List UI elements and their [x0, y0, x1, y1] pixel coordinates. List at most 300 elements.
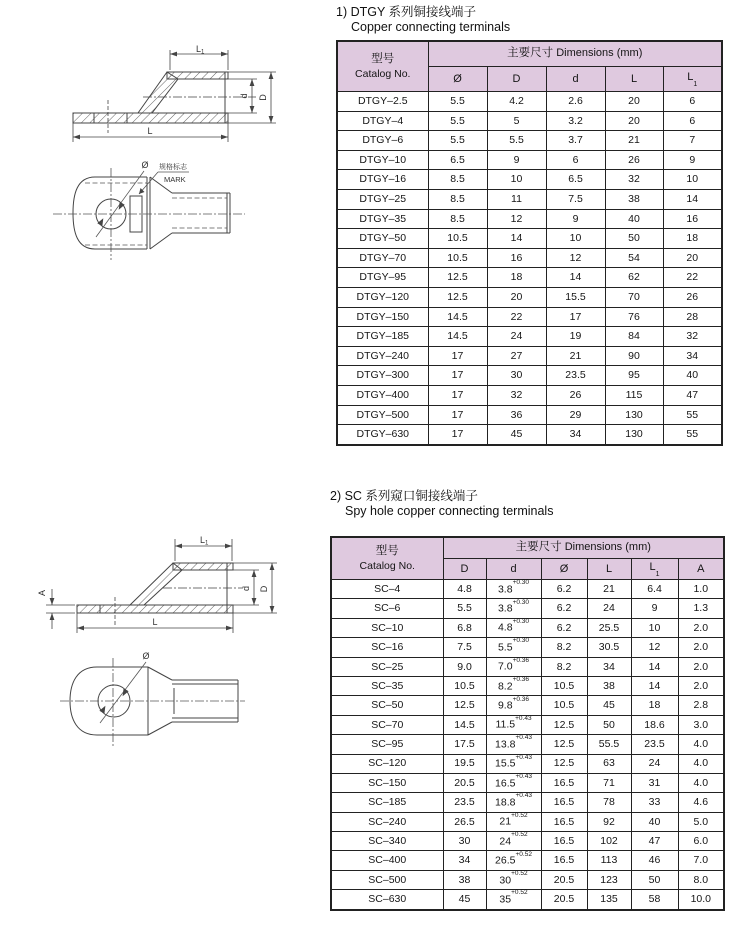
dim-value-cell: 24	[587, 599, 631, 618]
dim-value-cell: 38	[443, 870, 486, 889]
dim-value-cell: 50	[587, 715, 631, 734]
dim-value-cell: 6.2	[541, 618, 587, 637]
dim-value-cell: 14.5	[428, 327, 487, 347]
dim-value-cell: 17	[428, 425, 487, 445]
catalog-no-cell: DTGY–630	[337, 425, 428, 445]
dim-value-cell: 21	[587, 580, 631, 599]
catalog-no-cell: DTGY–240	[337, 346, 428, 366]
catalog-no-cell: SC–4	[331, 580, 443, 599]
dim-value-cell: $13.8^{+0.43}$	[486, 735, 541, 754]
dim-label-l1: L1	[196, 45, 205, 56]
dim-value-cell: 58	[631, 890, 678, 910]
dim-value-cell: 8.5	[428, 209, 487, 229]
table-row	[337, 425, 722, 445]
dim-value-cell: 36	[487, 405, 546, 425]
dim-value-cell: 17.5	[443, 735, 486, 754]
dim-label-d: d	[241, 585, 251, 592]
dim-value-cell: 5.5	[487, 131, 546, 151]
column-header: L	[587, 559, 631, 580]
dims-header-en: Dimensions (mm)	[556, 47, 643, 60]
dim-value-cell: 21	[605, 131, 663, 151]
dim-value-cell: 10	[546, 229, 605, 249]
catalog-no-cell: DTGY–2.5	[337, 92, 428, 112]
dim-value-cell: 4.8	[443, 580, 486, 599]
section1-title-zh: 1) DTGY 系列铜接线端子	[336, 5, 477, 19]
dim-value-cell: 20.5	[443, 773, 486, 792]
catalog-no-cell: SC–630	[331, 890, 443, 910]
dim-value-cell: 17	[546, 307, 605, 327]
dim-value-cell: 12	[546, 248, 605, 268]
dim-value-cell: 32	[663, 327, 722, 347]
dim-value-cell: 17	[428, 366, 487, 386]
dim-value-cell: 3.0	[678, 715, 724, 734]
catalog-no-cell: DTGY–4	[337, 111, 428, 131]
table-row	[331, 638, 724, 657]
dim-value-cell: $35^{+0.52}$	[486, 890, 541, 910]
column-header: L	[605, 67, 663, 92]
dim-value-cell: $21^{+0.52}$	[486, 812, 541, 831]
dim-value-cell: 9	[631, 599, 678, 618]
table-row	[331, 793, 724, 812]
catalog-no-cell: SC–25	[331, 657, 443, 676]
column-header: Ø	[428, 67, 487, 92]
dims-header-zh: 主要尺寸	[515, 541, 562, 554]
column-header: D	[443, 559, 486, 580]
catalog-no-cell: DTGY–25	[337, 189, 428, 209]
dim-value-cell: 62	[605, 268, 663, 288]
dim-value-cell: 7.5	[443, 638, 486, 657]
table-row	[337, 287, 722, 307]
dim-value-cell: 21	[546, 346, 605, 366]
table-row	[331, 870, 724, 889]
dim-value-cell: $16.5^{+0.43}$	[486, 773, 541, 792]
catalog-no-cell: DTGY–185	[337, 327, 428, 347]
dim-value-cell: $4.8^{+0.30}$	[486, 618, 541, 637]
catalog-no-cell: SC–16	[331, 638, 443, 657]
dims-header-en: Dimensions (mm)	[564, 541, 651, 554]
column-header: $L_1$	[631, 559, 678, 580]
catalog-no-cell: SC–150	[331, 773, 443, 792]
table-row	[337, 229, 722, 249]
dim-value-cell: 20	[605, 92, 663, 112]
dim-value-cell: 9	[663, 150, 722, 170]
dim-value-cell: 4.2	[487, 92, 546, 112]
dim-value-cell: 1.0	[678, 580, 724, 599]
dim-value-cell: $18.8^{+0.43}$	[486, 793, 541, 812]
dim-value-cell: 78	[587, 793, 631, 812]
dim-value-cell: 20	[487, 287, 546, 307]
section1-title-en: Copper connecting terminals	[351, 20, 511, 34]
dim-value-cell: 30.5	[587, 638, 631, 657]
dim-value-cell: 2.0	[678, 618, 724, 637]
dim-value-cell: 14	[631, 676, 678, 695]
dim-value-cell: $7.0^{+0.36}$	[486, 657, 541, 676]
dim-value-cell: 2.8	[678, 696, 724, 715]
dim-value-cell: $15.5^{+0.43}$	[486, 754, 541, 773]
dim-value-cell: $26.5^{+0.52}$	[486, 851, 541, 870]
dim-value-cell: $30^{+0.52}$	[486, 870, 541, 889]
dim-value-cell: 20.5	[541, 870, 587, 889]
dim-value-cell: 6.0	[678, 832, 724, 851]
dim-value-cell: 1.3	[678, 599, 724, 618]
table-row	[337, 150, 722, 170]
dim-value-cell: 16	[663, 209, 722, 229]
dim-value-cell: 135	[587, 890, 631, 910]
dim-value-cell: 50	[605, 229, 663, 249]
dim-value-cell: 6.2	[541, 580, 587, 599]
catalog-no-cell: DTGY–300	[337, 366, 428, 386]
dim-value-cell: 4.0	[678, 754, 724, 773]
dim-value-cell: 20	[605, 111, 663, 131]
dim-value-cell: 55.5	[587, 735, 631, 754]
dim-value-cell: 5.5	[443, 599, 486, 618]
dim-value-cell: 130	[605, 405, 663, 425]
catalog-no-cell: SC–70	[331, 715, 443, 734]
dim-value-cell: 31	[631, 773, 678, 792]
sc-side-view-drawing	[30, 535, 280, 635]
table-row	[337, 209, 722, 229]
dim-value-cell: 70	[605, 287, 663, 307]
dim-value-cell: 3.2	[546, 111, 605, 131]
table-row	[331, 599, 724, 618]
table-row	[331, 812, 724, 831]
table-row	[331, 735, 724, 754]
dim-value-cell: 9	[546, 209, 605, 229]
dim-value-cell: 20.5	[541, 890, 587, 910]
dim-value-cell: 8.0	[678, 870, 724, 889]
dim-value-cell: 27	[487, 346, 546, 366]
dim-value-cell: 55	[663, 425, 722, 445]
dim-value-cell: 34	[443, 851, 486, 870]
dim-value-cell: 10	[631, 618, 678, 637]
leader-arrows	[97, 188, 144, 226]
dim-value-cell: 102	[587, 832, 631, 851]
dim-value-cell: 18	[487, 268, 546, 288]
dim-value-cell: 46	[631, 851, 678, 870]
dim-value-cell: 30	[443, 832, 486, 851]
table-row	[331, 696, 724, 715]
mark-label-en: MARK	[164, 175, 186, 184]
dim-value-cell: 10.5	[541, 676, 587, 695]
dim-value-cell: 18	[663, 229, 722, 249]
dtgy-top-view-drawing	[45, 160, 255, 265]
section2-title-zh: 2) SC 系列窥口铜接线端子	[330, 489, 478, 503]
catalog-no-cell: SC–6	[331, 599, 443, 618]
dim-value-cell: 11	[487, 189, 546, 209]
dim-value-cell: 34	[587, 657, 631, 676]
table-row	[337, 346, 722, 366]
table-row	[337, 405, 722, 425]
table-row	[331, 832, 724, 851]
dim-value-cell: 38	[587, 676, 631, 695]
dim-value-cell: 10.5	[428, 248, 487, 268]
dim-value-cell: 12	[631, 638, 678, 657]
table-row	[331, 657, 724, 676]
dim-value-cell: 16.5	[541, 832, 587, 851]
table-row	[337, 385, 722, 405]
dimensions-header	[428, 41, 722, 67]
table-row	[337, 131, 722, 151]
dim-value-cell: 22	[663, 268, 722, 288]
dim-value-cell: 23.5	[546, 366, 605, 386]
dim-value-cell: 26	[663, 287, 722, 307]
dim-value-cell: 7.0	[678, 851, 724, 870]
dim-value-cell: 2.0	[678, 638, 724, 657]
catalog-no-cell: DTGY–35	[337, 209, 428, 229]
table-row	[331, 580, 724, 599]
catalog-no-cell: SC–400	[331, 851, 443, 870]
dim-value-cell: 84	[605, 327, 663, 347]
column-header: D	[487, 67, 546, 92]
dtgy-table	[336, 40, 723, 446]
table-row	[337, 268, 722, 288]
dim-value-cell: 20	[663, 248, 722, 268]
table-row	[331, 754, 724, 773]
table-row	[337, 92, 722, 112]
dim-value-cell: $3.8^{+0.30}$	[486, 580, 541, 599]
dims-header-zh: 主要尺寸	[507, 47, 554, 60]
dim-value-cell: 30	[487, 366, 546, 386]
catalog-no-cell: DTGY–400	[337, 385, 428, 405]
section2-title-en: Spy hole copper connecting terminals	[345, 504, 554, 518]
dim-value-cell: 15.5	[546, 287, 605, 307]
dim-value-cell: 2.0	[678, 657, 724, 676]
dim-value-cell: 29	[546, 405, 605, 425]
column-header: $L_1$	[663, 67, 722, 92]
dim-value-cell: 16.5	[541, 851, 587, 870]
section2-title	[330, 489, 553, 519]
catalog-no-cell: SC–50	[331, 696, 443, 715]
dim-label-L: L	[147, 126, 153, 136]
dim-value-cell: 8.5	[428, 189, 487, 209]
dim-value-cell: 22	[487, 307, 546, 327]
catalog-header-zh: 型号	[371, 53, 395, 65]
table-row	[331, 890, 724, 910]
dim-value-cell: $3.8^{+0.30}$	[486, 599, 541, 618]
column-header: A	[678, 559, 724, 580]
dim-value-cell: 33	[631, 793, 678, 812]
dim-value-cell: 8.5	[428, 170, 487, 190]
dim-value-cell: 47	[663, 385, 722, 405]
column-header: d	[546, 67, 605, 92]
dim-value-cell: 17	[428, 346, 487, 366]
dim-value-cell: 34	[546, 425, 605, 445]
table-row	[337, 248, 722, 268]
catalog-no-cell: SC–500	[331, 870, 443, 889]
dim-value-cell: 19	[546, 327, 605, 347]
catalog-no-cell: SC–95	[331, 735, 443, 754]
dim-value-cell: 6	[663, 111, 722, 131]
dim-label-diameter: Ø	[142, 651, 150, 661]
dim-value-cell: 14	[487, 229, 546, 249]
dim-value-cell: 5	[487, 111, 546, 131]
dim-value-cell: 23.5	[443, 793, 486, 812]
catalog-no-cell: DTGY–10	[337, 150, 428, 170]
dim-value-cell: 12.5	[541, 735, 587, 754]
dim-value-cell: 5.5	[428, 131, 487, 151]
dim-value-cell: 25.5	[587, 618, 631, 637]
dim-value-cell: 34	[663, 346, 722, 366]
dim-label-A: A	[37, 589, 47, 597]
dim-value-cell: $11.5^{+0.43}$	[486, 715, 541, 734]
dim-value-cell: 63	[587, 754, 631, 773]
dim-value-cell: 55	[663, 405, 722, 425]
dim-value-cell: 32	[487, 385, 546, 405]
dim-value-cell: 9	[487, 150, 546, 170]
catalog-header-zh: 型号	[375, 545, 399, 557]
dim-value-cell: 2.0	[678, 676, 724, 695]
catalog-no-cell: SC–120	[331, 754, 443, 773]
table-row	[331, 773, 724, 792]
dim-value-cell: 24	[487, 327, 546, 347]
dim-label-D: D	[258, 94, 268, 101]
sc-top-view-drawing	[45, 650, 255, 750]
dim-value-cell: 7.5	[546, 189, 605, 209]
dim-value-cell: $24^{+0.52}$	[486, 832, 541, 851]
table-row	[331, 851, 724, 870]
dim-value-cell: 90	[605, 346, 663, 366]
dim-value-cell: 12.5	[428, 287, 487, 307]
dim-value-cell: 10.5	[428, 229, 487, 249]
dim-value-cell: 24	[631, 754, 678, 773]
table-row	[337, 170, 722, 190]
table-row	[337, 111, 722, 131]
dim-value-cell: 17	[428, 405, 487, 425]
column-header: d	[486, 559, 541, 580]
catalog-no-cell: SC–185	[331, 793, 443, 812]
dim-value-cell: 12.5	[428, 268, 487, 288]
dtgy-side-view-drawing	[40, 45, 290, 145]
catalog-header-en: Catalog No.	[359, 559, 415, 572]
dim-value-cell: 12.5	[541, 754, 587, 773]
dim-value-cell: 16.5	[541, 812, 587, 831]
dim-label-D: D	[259, 585, 269, 593]
dim-value-cell: $9.8^{+0.36}$	[486, 696, 541, 715]
dim-value-cell: 5.5	[428, 111, 487, 131]
dim-value-cell: 26	[605, 150, 663, 170]
dim-value-cell: 54	[605, 248, 663, 268]
catalog-no-header	[331, 537, 443, 580]
dim-value-cell: 12.5	[443, 696, 486, 715]
dim-value-cell: 50	[631, 870, 678, 889]
dim-value-cell: 18	[631, 696, 678, 715]
dim-value-cell: 4.6	[678, 793, 724, 812]
dim-value-cell: 19.5	[443, 754, 486, 773]
table-row	[331, 715, 724, 734]
dim-value-cell: 16	[487, 248, 546, 268]
catalog-header-en: Catalog No.	[355, 67, 411, 80]
dim-value-cell: $8.2^{+0.36}$	[486, 676, 541, 695]
table-row	[337, 366, 722, 386]
dim-label-diameter: Ø	[141, 160, 149, 170]
dim-value-cell: 9.0	[443, 657, 486, 676]
dim-value-cell: 16.5	[541, 773, 587, 792]
catalog-no-cell: DTGY–70	[337, 248, 428, 268]
dim-value-cell: $5.5^{+0.30}$	[486, 638, 541, 657]
sc-table	[330, 536, 725, 911]
catalog-no-cell: DTGY–50	[337, 229, 428, 249]
dim-value-cell: 45	[487, 425, 546, 445]
dim-value-cell: 92	[587, 812, 631, 831]
dim-value-cell: 113	[587, 851, 631, 870]
dim-value-cell: 18.6	[631, 715, 678, 734]
dim-value-cell: 14	[663, 189, 722, 209]
catalog-no-header	[337, 41, 428, 92]
dim-value-cell: 95	[605, 366, 663, 386]
dim-value-cell: 26.5	[443, 812, 486, 831]
dim-value-cell: 14	[631, 657, 678, 676]
dim-value-cell: 10	[487, 170, 546, 190]
dim-value-cell: 6	[663, 92, 722, 112]
dim-value-cell: 5.5	[428, 92, 487, 112]
dim-value-cell: 38	[605, 189, 663, 209]
dimensions-header	[443, 537, 724, 559]
dim-label-d: d	[239, 93, 249, 99]
catalog-no-cell: DTGY–120	[337, 287, 428, 307]
dim-value-cell: 123	[587, 870, 631, 889]
dim-value-cell: 10.0	[678, 890, 724, 910]
dim-value-cell: 6	[546, 150, 605, 170]
catalog-no-cell: SC–10	[331, 618, 443, 637]
table-row	[337, 307, 722, 327]
dim-value-cell: 10.5	[541, 696, 587, 715]
dim-value-cell: 8.2	[541, 638, 587, 657]
dim-value-cell: 3.7	[546, 131, 605, 151]
catalog-no-cell: SC–240	[331, 812, 443, 831]
catalog-no-cell: DTGY–6	[337, 131, 428, 151]
dim-value-cell: 6.8	[443, 618, 486, 637]
catalog-no-cell: DTGY–500	[337, 405, 428, 425]
dim-value-cell: 130	[605, 425, 663, 445]
table-row	[331, 618, 724, 637]
dim-value-cell: 10.5	[443, 676, 486, 695]
dim-value-cell: 6.5	[546, 170, 605, 190]
dim-value-cell: 4.0	[678, 773, 724, 792]
table-row	[337, 189, 722, 209]
dim-value-cell: 32	[605, 170, 663, 190]
dim-value-cell: 6.2	[541, 599, 587, 618]
catalog-no-cell: DTGY–16	[337, 170, 428, 190]
dim-value-cell: 14	[546, 268, 605, 288]
dim-value-cell: 12	[487, 209, 546, 229]
dim-value-cell: 12.5	[541, 715, 587, 734]
dim-value-cell: 47	[631, 832, 678, 851]
dim-value-cell: 6.4	[631, 580, 678, 599]
dim-value-cell: 7	[663, 131, 722, 151]
catalog-no-cell: SC–35	[331, 676, 443, 695]
table-row	[337, 327, 722, 347]
dim-value-cell: 45	[587, 696, 631, 715]
dim-value-cell: 17	[428, 385, 487, 405]
dim-value-cell: 5.0	[678, 812, 724, 831]
dim-value-cell: 40	[663, 366, 722, 386]
dim-value-cell: 115	[605, 385, 663, 405]
dim-value-cell: 14.5	[443, 715, 486, 734]
dim-value-cell: 4.0	[678, 735, 724, 754]
section1-title	[336, 5, 510, 35]
dim-value-cell: 40	[605, 209, 663, 229]
dim-value-cell: 71	[587, 773, 631, 792]
mark-label-zh: 规格标志	[159, 164, 187, 171]
dim-value-cell: 45	[443, 890, 486, 910]
dim-value-cell: 76	[605, 307, 663, 327]
catalog-no-cell: SC–340	[331, 832, 443, 851]
dim-value-cell: 40	[631, 812, 678, 831]
dim-value-cell: 28	[663, 307, 722, 327]
dim-value-cell: 16.5	[541, 793, 587, 812]
dim-value-cell: 14.5	[428, 307, 487, 327]
column-header: Ø	[541, 559, 587, 580]
